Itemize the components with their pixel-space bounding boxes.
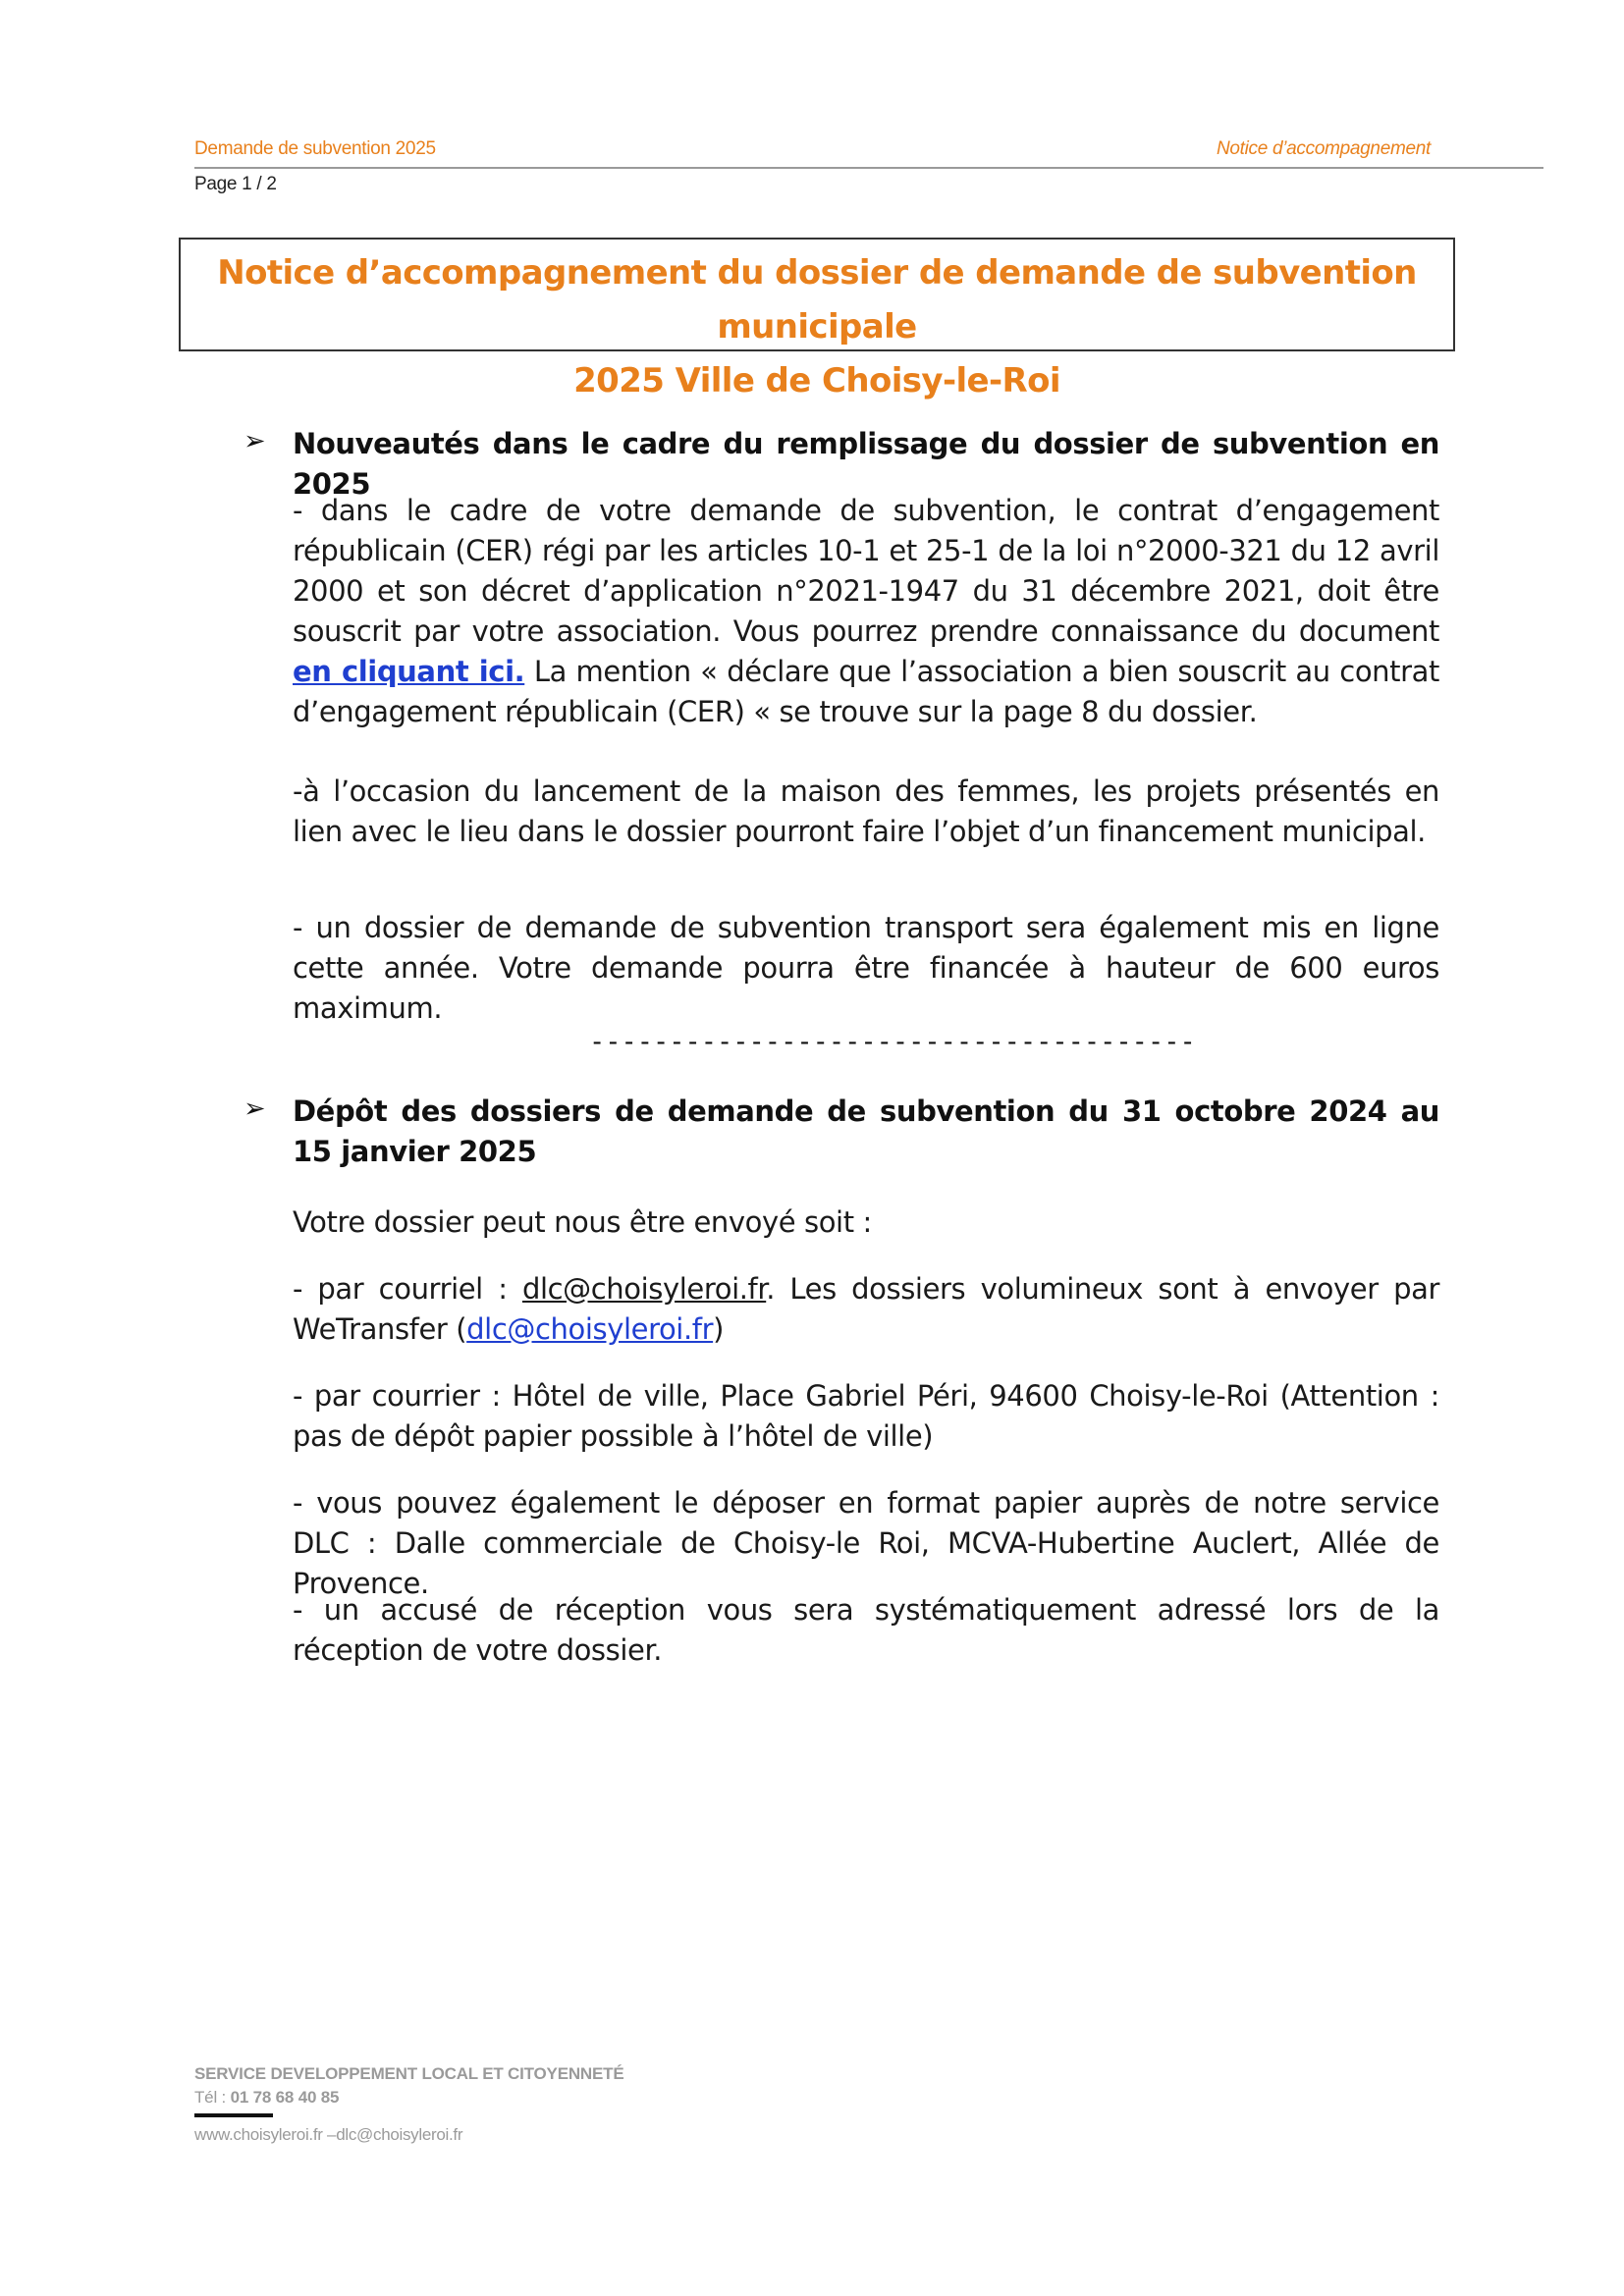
footer-rule [194,2113,273,2117]
courriel-text-b: . Les dossiers volumineux sont à envoyer par WeTransfer ( [293,1272,1439,1346]
arrow-bullet-icon: ➢ [244,1094,266,1124]
paragraph-depot-papier: - vous pouvez également le déposer en format papier auprès de notre service DLC : Dalle commerciale de Choisy-le Roi, MCVA-Hubertine Auclert, Allée de Provence. [293,1486,1439,1600]
courriel-text-a: - par courriel : [293,1272,522,1306]
paragraph-cer-text-b: La mention « déclare que l’association a bien souscrit au contrat d’engagement républicain (CER) « se trouve sur la page 8 du dossier. [293,655,1439,728]
footer-web-contact: www.choisyleroi.fr –dlc@choisyleroi.fr [194,2125,463,2144]
footer-phone-number: 01 78 68 40 85 [230,2088,340,2107]
wetransfer-email-link[interactable]: dlc@choisyleroi.fr [466,1312,714,1346]
footer-phone-label: Tél : [194,2088,231,2107]
footer-phone [194,2088,339,2108]
page-title-line-2: 2025 Ville de Choisy-le-Roi [573,361,1060,400]
paragraph-cer-text-a: - dans le cadre de votre demande de subvention, le contrat d’engagement républicain (CER) régi par les articles 10-1 et 25-1 de la loi n°2000-321 du 12 avril 2000 et son décret d’application n°2021-1947 du 31 décembre 2021, doit être souscrit par votre association. Vous pourrez prendre connaissance du document [293,494,1439,648]
header-document-title: Demande de subvention 2025 [194,138,436,159]
paragraph-intro: Votre dossier peut nous être envoyé soit : [293,1205,872,1239]
section-separator: -------------------------------------- [589,1027,1196,1057]
paragraph-cer [293,491,1439,732]
title-box [179,238,1455,400]
page-number: Page 1 / 2 [194,174,277,194]
paragraph-courriel [293,1269,1439,1350]
email-link[interactable]: dlc@choisyleroi.fr [521,1272,767,1306]
arrow-bullet-icon: ➢ [244,426,266,456]
paragraph-courrier: - par courrier : Hôtel de ville, Place Gabriel Péri, 94600 Choisy-le-Roi (Attention : pas de dépôt papier possible à l’hôtel de ville) [293,1379,1439,1453]
paragraph-maison-des-femmes: -à l’occasion du lancement de la maison des femmes, les projets présentés en lien avec le lieu dans le dossier pourront faire l’objet d’un financement municipal. [293,774,1439,848]
section-heading-depot: Dépôt des dossiers de demande de subvention du 31 octobre 2024 au 15 janvier 2025 [293,1095,1439,1168]
cer-document-link[interactable]: en cliquant ici. [293,655,525,688]
footer-service-name: SERVICE DEVELOPPEMENT LOCAL ET CITOYENNETÉ [194,2064,624,2083]
section-heading-nouveautes: Nouveautés dans le cadre du remplissage du dossier de subvention en 2025 [293,427,1439,501]
paragraph-subvention-transport: - un dossier de demande de subvention transport sera également mis en ligne cette année. Votre demande pourra être financée à hauteur de 600 euros maximum. [293,911,1439,1025]
header-notice-label: Notice d’accompagnement [1216,138,1431,159]
header-divider [194,167,1543,169]
courriel-text-c: ) [713,1312,725,1346]
paragraph-accuse-reception: - un accusé de réception vous sera systématiquement adressé lors de la réception de votre dossier. [293,1593,1439,1667]
page-title-line-1: Notice d’accompagnement du dossier de demande de subvention municipale [217,253,1417,347]
